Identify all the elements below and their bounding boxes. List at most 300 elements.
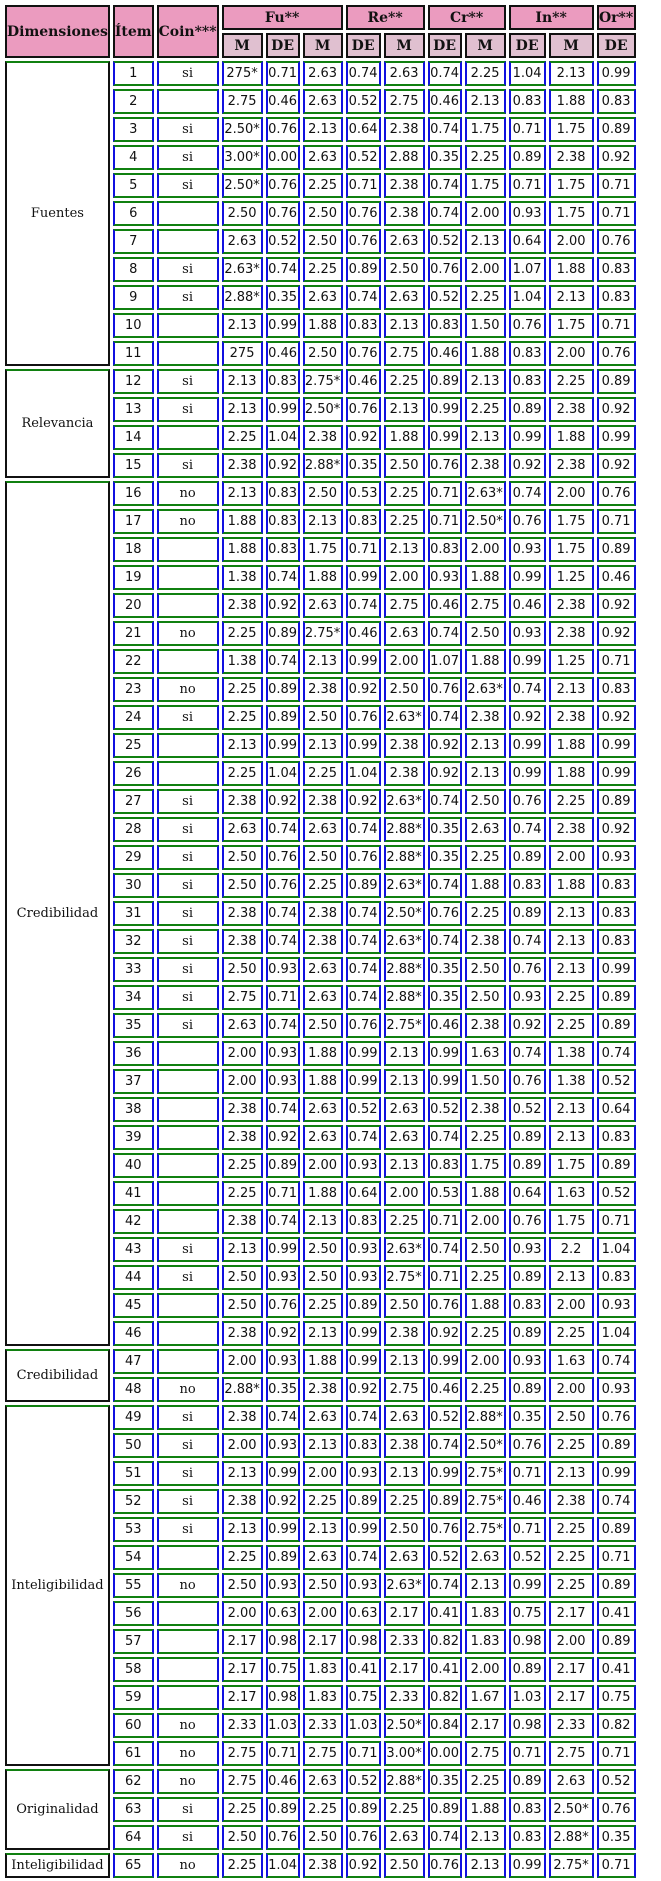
sd-cell: 0.71 [509,1517,546,1542]
mean-cell: 2.13 [465,425,506,450]
sd-cell: 1.07 [509,257,546,282]
mean-cell: 2.63 [303,1097,343,1122]
sd-cell: 0.71 [509,1741,546,1766]
sd-cell: 0.46 [428,89,462,114]
sd-cell: 0.74 [428,789,462,814]
sd-cell: 0.76 [597,481,636,506]
sd-cell: 0.53 [346,481,381,506]
sd-cell: 0.89 [509,1377,546,1402]
sd-cell: 0.89 [597,985,636,1010]
sd-cell: 0.89 [509,1321,546,1346]
mean-cell: 2.2 [549,1237,594,1262]
sd-cell: 1.03 [266,1713,300,1738]
sd-cell: 0.35 [428,957,462,982]
sd-cell: 0.41 [597,1657,636,1682]
mean-cell: 2.13 [549,957,594,982]
item-cell: 13 [113,397,154,422]
item-cell: 18 [113,537,154,562]
sd-cell: 0.74 [346,957,381,982]
mean-cell: 2.13 [465,369,506,394]
mean-cell: 2.50 [465,1237,506,1262]
header-coin: Coin*** [157,5,219,58]
mean-cell: 2.50 [222,1293,263,1318]
sd-cell: 0.76 [509,789,546,814]
mean-cell: 1.88 [465,649,506,674]
sd-cell: 0.83 [509,369,546,394]
mean-cell: 1.88 [549,733,594,758]
sd-cell: 0.93 [266,1069,300,1094]
mean-cell: 2.63* [222,257,263,282]
sd-cell: 0.35 [346,453,381,478]
sd-cell: 0.92 [597,705,636,730]
mean-cell: 2.63 [384,61,425,86]
mean-cell: 1.75 [549,537,594,562]
mean-cell: 2.13 [222,733,263,758]
mean-cell: 2.63 [303,817,343,842]
sd-cell: 0.74 [346,285,381,310]
sd-cell: 1.04 [346,761,381,786]
coin-cell: si [157,145,219,170]
sd-cell: 0.83 [346,1209,381,1234]
sd-cell: 0.98 [266,1629,300,1654]
sd-cell: 0.75 [597,1685,636,1710]
coin-cell: no [157,1741,219,1766]
sd-cell: 0.74 [428,1237,462,1262]
coin-cell: no [157,1377,219,1402]
subheader-sd: DE [428,33,462,58]
sd-cell: 0.75 [346,1685,381,1710]
mean-cell: 2.50 [222,201,263,226]
mean-cell: 2.63* [384,1237,425,1262]
mean-cell: 2.88* [384,985,425,1010]
mean-cell: 2.13 [303,649,343,674]
sd-cell: 0.74 [509,1041,546,1066]
sd-cell: 0.92 [428,761,462,786]
sd-cell: 0.76 [428,257,462,282]
mean-cell: 2.75 [465,593,506,618]
mean-cell: 2.17 [549,1601,594,1626]
sd-cell: 0.93 [346,1265,381,1290]
mean-cell: 2.63* [384,705,425,730]
mean-cell: 2.25 [549,1321,594,1346]
mean-cell: 2.25 [549,1013,594,1038]
sd-cell: 1.03 [509,1685,546,1710]
mean-cell: 2.50 [222,1825,263,1850]
sd-cell: 0.93 [509,537,546,562]
sd-cell: 0.92 [597,621,636,646]
sd-cell: 0.83 [266,481,300,506]
sd-cell: 0.92 [597,145,636,170]
mean-cell: 2.25 [222,1545,263,1570]
table-header [5,5,636,58]
sd-cell: 0.52 [346,145,381,170]
sd-cell: 0.53 [428,1181,462,1206]
sd-cell: 0.71 [266,61,300,86]
sd-cell: 0.92 [266,453,300,478]
item-cell: 28 [113,817,154,842]
sd-cell: 0.92 [266,1489,300,1514]
sd-cell: 0.52 [428,285,462,310]
item-cell: 19 [113,565,154,590]
mean-cell: 2.00 [303,1601,343,1626]
sd-cell: 0.76 [428,1293,462,1318]
mean-cell: 1.88 [549,761,594,786]
mean-cell: 2.25 [549,369,594,394]
mean-cell: 2.50* [465,509,506,534]
mean-cell: 2.25 [465,1265,506,1290]
sd-cell: 0.41 [597,1601,636,1626]
item-cell: 25 [113,733,154,758]
mean-cell: 2.38 [384,1433,425,1458]
sd-cell: 0.71 [509,173,546,198]
mean-cell: 2.63 [303,1125,343,1150]
sd-cell: 0.83 [597,1125,636,1150]
sd-cell: 0.74 [428,61,462,86]
mean-cell: 1.88 [303,1069,343,1094]
mean-cell: 2.17 [384,1601,425,1626]
sd-cell: 0.74 [346,593,381,618]
mean-cell: 2.38 [384,733,425,758]
mean-cell: 2.25 [222,425,263,450]
sd-cell: 0.76 [428,1517,462,1542]
mean-cell: 2.50* [549,1797,594,1822]
sd-cell: 0.99 [346,733,381,758]
sd-cell: 0.92 [346,425,381,450]
mean-cell: 2.38 [303,1377,343,1402]
coin-cell: si [157,1825,219,1850]
item-cell: 16 [113,481,154,506]
sd-cell: 0.92 [346,789,381,814]
dimension-cell: Credibilidad [5,1349,110,1402]
mean-cell: 2.50 [465,789,506,814]
sd-cell: 1.03 [346,1713,381,1738]
mean-cell: 2.13 [303,1209,343,1234]
mean-cell: 2.13 [384,1041,425,1066]
sd-cell: 0.93 [346,1237,381,1262]
sd-cell: 0.52 [428,229,462,254]
sd-cell: 0.99 [266,1237,300,1262]
dimension-cell: Inteligibilidad [5,1853,110,1878]
mean-cell: 2.13 [384,1153,425,1178]
mean-cell: 2.25 [303,173,343,198]
sd-cell: 0.93 [597,845,636,870]
sd-cell: 0.89 [509,1153,546,1178]
item-cell: 40 [113,1153,154,1178]
item-cell: 29 [113,845,154,870]
sd-cell: 0.74 [266,1013,300,1038]
header-fu: Fu** [222,5,343,30]
dimension-cell: Originalidad [5,1769,110,1850]
mean-cell: 2.38 [384,117,425,142]
sd-cell: 0.89 [509,145,546,170]
coin-cell [157,649,219,674]
dimension-cell: Relevancia [5,369,110,478]
sd-cell: 0.76 [266,117,300,142]
mean-cell: 2.50 [549,1405,594,1430]
mean-cell: 2.50* [222,117,263,142]
mean-cell: 1.75 [549,313,594,338]
coin-cell: si [157,1461,219,1486]
mean-cell: 2.25 [465,145,506,170]
mean-cell: 2.50 [303,1265,343,1290]
mean-cell: 2.63 [303,145,343,170]
mean-cell: 2.38 [384,173,425,198]
table-row [5,481,636,506]
mean-cell: 2.13 [465,1853,506,1878]
sd-cell: 0.76 [346,845,381,870]
mean-cell: 2.63 [222,1013,263,1038]
sd-cell: 0.71 [346,173,381,198]
sd-cell: 0.74 [597,1349,636,1374]
sd-cell: 1.04 [266,761,300,786]
sd-cell: 0.83 [346,1433,381,1458]
coin-cell [157,313,219,338]
mean-cell: 1.88 [222,537,263,562]
sd-cell: 0.93 [266,1433,300,1458]
sd-cell: 0.83 [509,1293,546,1318]
mean-cell: 2.63* [384,929,425,954]
sd-cell: 0.74 [266,1405,300,1430]
sd-cell: 0.74 [346,901,381,926]
item-cell: 60 [113,1713,154,1738]
mean-cell: 2.38 [222,1125,263,1150]
item-cell: 41 [113,1181,154,1206]
sd-cell: 0.64 [509,229,546,254]
sd-cell: 0.89 [509,901,546,926]
mean-cell: 2.50 [465,621,506,646]
mean-cell: 2.88* [384,1769,425,1794]
sd-cell: 0.89 [266,705,300,730]
item-cell: 37 [113,1069,154,1094]
sd-cell: 0.74 [509,817,546,842]
coin-cell [157,1181,219,1206]
mean-cell: 1.75 [465,117,506,142]
sd-cell: 0.76 [266,845,300,870]
mean-cell: 2.88* [303,453,343,478]
sd-cell: 0.83 [597,89,636,114]
sd-cell: 0.99 [509,425,546,450]
sd-cell: 0.76 [509,957,546,982]
sd-cell: 0.92 [597,593,636,618]
mean-cell: 2.50* [384,901,425,926]
coin-cell [157,1545,219,1570]
mean-cell: 2.00 [549,845,594,870]
mean-cell: 2.50 [384,1853,425,1878]
mean-cell: 2.88* [222,1377,263,1402]
sd-cell: 0.76 [597,1797,636,1822]
sd-cell: 0.64 [346,1181,381,1206]
sd-cell: 0.93 [509,985,546,1010]
item-cell: 32 [113,929,154,954]
table-row [5,1405,636,1430]
mean-cell: 2.25 [549,789,594,814]
mean-cell: 2.25 [222,761,263,786]
mean-cell: 2.88* [465,1405,506,1430]
coin-cell: si [157,453,219,478]
coin-cell: no [157,481,219,506]
mean-cell: 2.25 [222,1181,263,1206]
mean-cell: 2.25 [222,1797,263,1822]
item-cell: 51 [113,1461,154,1486]
mean-cell: 2.75* [303,369,343,394]
mean-cell: 2.13 [465,1573,506,1598]
sd-cell: 0.74 [346,985,381,1010]
mean-cell: 2.13 [549,285,594,310]
mean-cell: 1.88 [549,89,594,114]
mean-cell: 1.63 [549,1181,594,1206]
mean-cell: 2.63 [384,1097,425,1122]
sd-cell: 0.75 [509,1601,546,1626]
sd-cell: 0.89 [509,1265,546,1290]
mean-cell: 2.13 [384,1349,425,1374]
sd-cell: 0.92 [346,677,381,702]
item-cell: 42 [113,1209,154,1234]
sd-cell: 0.46 [266,1769,300,1794]
mean-cell: 2.50 [222,873,263,898]
sd-cell: 0.74 [266,565,300,590]
sd-cell: 0.46 [346,621,381,646]
sd-cell: 0.74 [428,1825,462,1850]
sd-cell: 0.52 [509,1097,546,1122]
sd-cell: 0.89 [346,1293,381,1318]
sd-cell: 1.04 [266,425,300,450]
mean-cell: 2.13 [303,733,343,758]
item-cell: 45 [113,1293,154,1318]
sd-cell: 0.89 [266,621,300,646]
mean-cell: 2.50 [303,1573,343,1598]
item-cell: 31 [113,901,154,926]
sd-cell: 0.46 [428,1013,462,1038]
mean-cell: 2.50 [384,1293,425,1318]
mean-cell: 2.33 [549,1713,594,1738]
sd-cell: 0.74 [346,61,381,86]
sd-cell: 0.93 [266,1265,300,1290]
coin-cell [157,1657,219,1682]
mean-cell: 2.88* [384,957,425,982]
sd-cell: 0.76 [266,201,300,226]
item-cell: 62 [113,1769,154,1794]
item-cell: 36 [113,1041,154,1066]
mean-cell: 1.75 [465,173,506,198]
mean-cell: 1.75 [549,1209,594,1234]
results-table [2,2,639,1881]
mean-cell: 2.75* [549,1853,594,1878]
sd-cell: 0.98 [266,1685,300,1710]
coin-cell: si [157,1517,219,1542]
sd-cell: 0.71 [597,173,636,198]
sd-cell: 0.99 [346,1069,381,1094]
mean-cell: 2.13 [465,89,506,114]
mean-cell: 2.25 [222,1853,263,1878]
sd-cell: 0.76 [597,1405,636,1430]
sd-cell: 0.92 [597,817,636,842]
mean-cell: 2.13 [303,117,343,142]
sd-cell: 0.74 [428,873,462,898]
sd-cell: 0.93 [346,1573,381,1598]
sd-cell: 0.71 [597,201,636,226]
sd-cell: 0.74 [266,257,300,282]
mean-cell: 2.25 [384,1209,425,1234]
mean-cell: 1.88 [465,565,506,590]
sd-cell: 0.76 [509,1209,546,1234]
mean-cell: 2.38 [465,1097,506,1122]
mean-cell: 275* [222,61,263,86]
mean-cell: 1.75 [549,509,594,534]
mean-cell: 2.75 [222,89,263,114]
item-cell: 22 [113,649,154,674]
sd-cell: 0.99 [266,313,300,338]
mean-cell: 2.25 [549,1517,594,1542]
sd-cell: 0.76 [509,313,546,338]
mean-cell: 2.13 [222,481,263,506]
sd-cell: 0.76 [428,677,462,702]
mean-cell: 2.50 [222,845,263,870]
sd-cell: 1.04 [266,1853,300,1878]
sd-cell: 0.82 [597,1713,636,1738]
sd-cell: 0.89 [428,1797,462,1822]
mean-cell: 2.00 [222,1041,263,1066]
mean-cell: 2.13 [222,397,263,422]
sd-cell: 0.74 [597,1489,636,1514]
sd-cell: 0.99 [428,397,462,422]
mean-cell: 2.13 [549,1097,594,1122]
mean-cell: 2.88* [384,817,425,842]
sd-cell: 0.89 [597,1517,636,1542]
mean-cell: 2.63 [303,1769,343,1794]
mean-cell: 2.25 [303,1293,343,1318]
coin-cell [157,593,219,618]
sd-cell: 0.89 [597,1433,636,1458]
mean-cell: 2.25 [222,705,263,730]
mean-cell: 2.33 [384,1629,425,1654]
dimension-cell: Credibilidad [5,481,110,1346]
sd-cell: 0.74 [428,621,462,646]
coin-cell: si [157,705,219,730]
sd-cell: 0.83 [509,873,546,898]
item-cell: 3 [113,117,154,142]
sd-cell: 0.76 [346,1013,381,1038]
sd-cell: 0.71 [597,313,636,338]
mean-cell: 2.25 [303,1489,343,1514]
sd-cell: 0.46 [266,341,300,366]
mean-cell: 2.00 [222,1433,263,1458]
item-cell: 15 [113,453,154,478]
coin-cell: si [157,1797,219,1822]
item-cell: 9 [113,285,154,310]
coin-cell: si [157,845,219,870]
mean-cell: 2.25 [549,1545,594,1570]
mean-cell: 2.38 [222,789,263,814]
sd-cell: 0.98 [346,1629,381,1654]
mean-cell: 2.17 [303,1629,343,1654]
sd-cell: 0.52 [346,1097,381,1122]
sd-cell: 0.76 [346,229,381,254]
sd-cell: 1.07 [428,649,462,674]
mean-cell: 2.38 [465,705,506,730]
mean-cell: 2.38 [222,1489,263,1514]
sd-cell: 0.74 [266,1209,300,1234]
coin-cell [157,1321,219,1346]
mean-cell: 2.25 [465,397,506,422]
sd-cell: 0.99 [509,649,546,674]
sd-cell: 0.92 [346,1377,381,1402]
sd-cell: 0.74 [428,201,462,226]
mean-cell: 2.00 [549,1293,594,1318]
mean-cell: 1.75 [465,1153,506,1178]
sd-cell: 0.71 [597,509,636,534]
coin-cell [157,1209,219,1234]
mean-cell: 2.13 [303,1321,343,1346]
